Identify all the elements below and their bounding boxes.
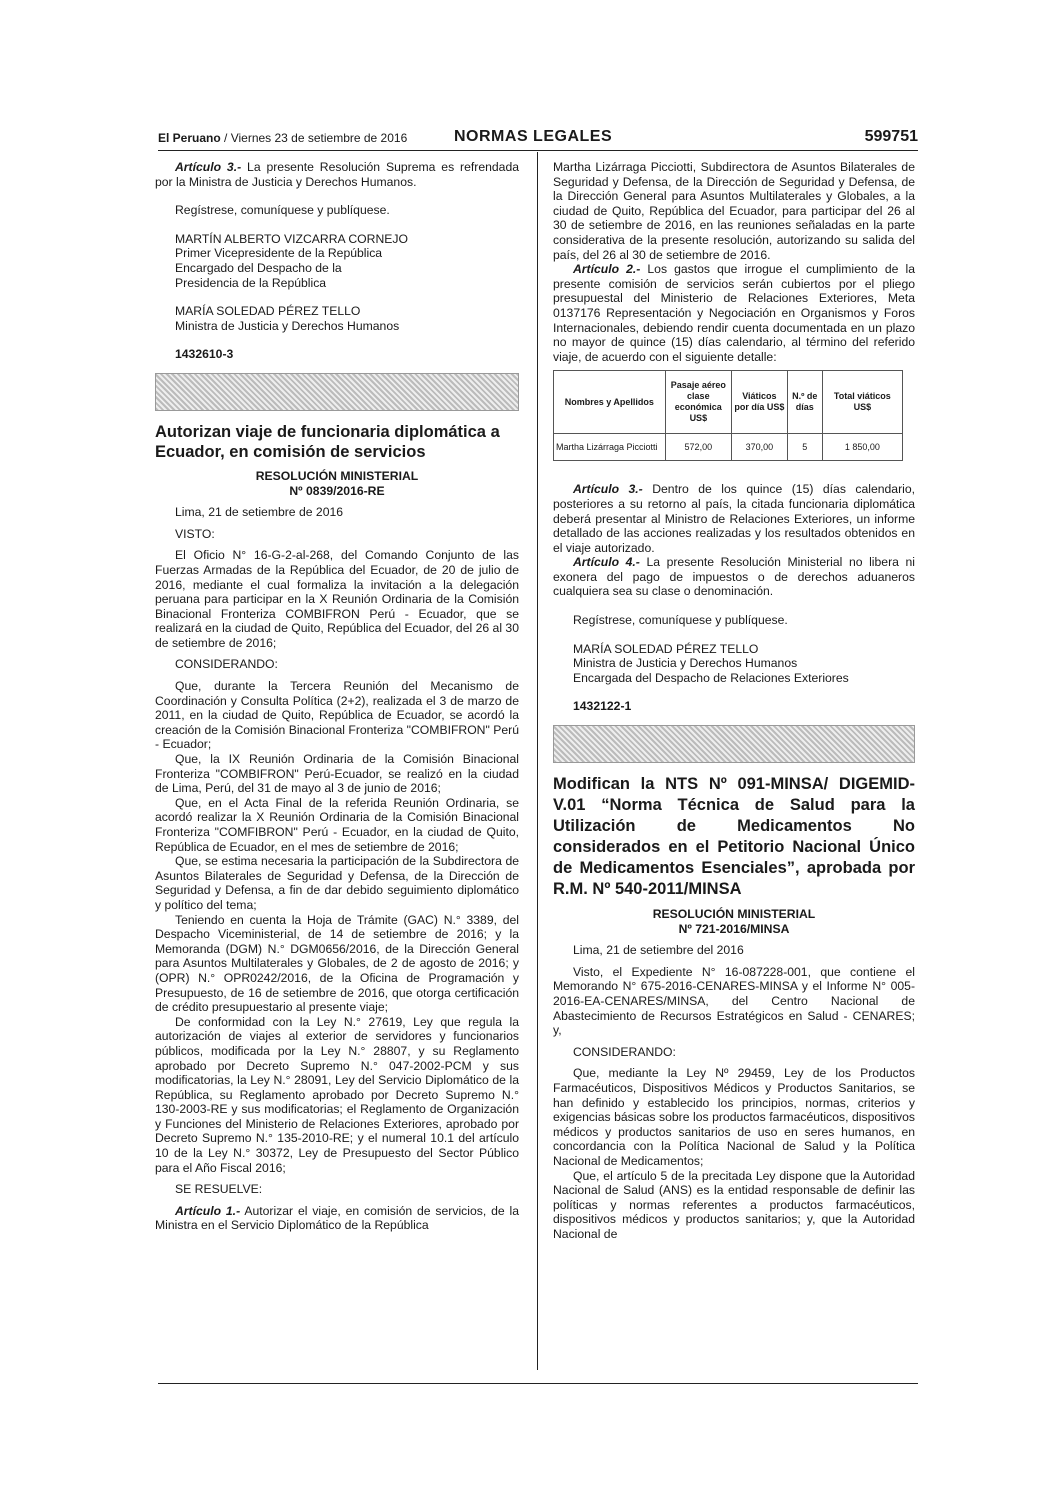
considerando-heading-right: CONSIDERANDO: bbox=[573, 1044, 676, 1059]
table-cell: 370,00 bbox=[731, 434, 787, 461]
paragraph-consider-2: Que, la IX Reunión Ordinaria de la Comisión Binacional Fronteriza "COMBIFRON" Perú-Ecuador, se realizó en la ciudad de Lima, Perú, del 31 de mayo al 3 de junio de 2016; bbox=[155, 752, 519, 796]
table-cell: Martha Lizárraga Picciotti bbox=[554, 434, 666, 461]
table-row bbox=[554, 434, 903, 461]
column-divider bbox=[537, 152, 538, 1370]
section-banner-image bbox=[155, 373, 519, 411]
right-column bbox=[553, 160, 915, 1242]
resolution-date-left: Lima, 21 de setiembre de 2016 bbox=[175, 505, 344, 520]
table-cell: 1 850,00 bbox=[822, 434, 902, 461]
section-title: NORMAS LEGALES bbox=[454, 128, 613, 145]
article-3-left: Artículo 3.- La presente Resolución Suprema es refrendada por la Ministra de Justicia y Derechos Humanos. bbox=[155, 160, 519, 189]
paragraph-consider-3: Que, en el Acta Final de la referida Reunión Ordinaria, se acordó realizar la X Reunión Ordinaria de la Comisión Binacional Fronteriza "COMFIBRON" Perú - Ecuador, en la ciudad de Quito, República de Ecuador, en el mes de setiembre de 2016; bbox=[155, 795, 519, 854]
signatory-3-title-1: Ministra de Justicia y Derechos Humanos bbox=[573, 656, 798, 671]
document-code-left: 1432610-3 bbox=[175, 347, 234, 362]
headline-left: Autorizan viaje de funcionaria diplomática a Ecuador, en comisión de servicios bbox=[155, 422, 500, 461]
signatory-2-title: Ministra de Justicia y Derechos Humanos bbox=[175, 318, 400, 333]
page-header bbox=[158, 129, 918, 149]
paragraph-articulo-5: Que, el artículo 5 de la precitada Ley dispone que la Autoridad Nacional de Salud (ANS) es la entidad responsable de definir las políticas y normas referentes a productos farmacéuticos, dispositivos médicos y productos sanitarios; y, que la Autoridad Nacional de bbox=[553, 1168, 915, 1241]
signatory-1-name: MARTÍN ALBERTO VIZCARRA CORNEJO bbox=[175, 231, 408, 246]
resolution-title-right: RESOLUCIÓN MINISTERIAL bbox=[652, 907, 816, 922]
article-1-continuation: Martha Lizárraga Picciotti, Subdirectora de Asuntos Bilaterales de Seguridad y Defensa, de la Dirección de Seguridad y Defensa, de la Dirección General para Asuntos Multilaterales y Globales, a la ciudad de Quito, República del Ecuador, para participar del 26 al 30 de setiembre de 2016, en las reuniones señaladas en la parte considerativa de la presente resolución, autorizando su salida del país, del 26 al 30 de setiembre de 2016. bbox=[553, 160, 915, 262]
considerando-heading-left: CONSIDERANDO: bbox=[175, 657, 278, 672]
left-column bbox=[155, 160, 519, 1233]
page-number: 599751 bbox=[864, 128, 918, 145]
header-divider bbox=[158, 150, 918, 151]
resolution-number-right: Nº 721-2016/MINSA bbox=[678, 921, 790, 936]
table-cell: 5 bbox=[787, 434, 822, 461]
registrese-left: Regístrese, comuníquese y publíquese. bbox=[175, 203, 390, 218]
table-header-cell: N.º de días bbox=[787, 371, 822, 434]
paragraph-consider-6: De conformidad con la Ley N.° 27619, Ley que regula la autorización de viajes al exterior de servidores y funcionarios públicos, modificada por la Ley N.° 28807, y su Reglamento aprobado por Decreto Supremo N.° 047-2002-PCM y sus modificatorias, la Ley N.° 28091, Ley del Servicio Diplomático de la República, su Reglamento aprobado por Decreto Supremo N.° 130-2003-RE y sus modificatorias; el Reglamento de Organización y Funciones del Ministerio de Relaciones Exteriores, aprobado por Decreto Supremo N.° 135-2010-RE; y el numeral 10.1 del artículo 10 de la Ley N.° 30372, Ley de Presupuesto del Sector Público para el Año Fiscal 2016; bbox=[155, 1014, 519, 1175]
signatory-3-title-2: Encargada del Despacho de Relaciones Exteriores bbox=[573, 670, 849, 685]
expenses-table bbox=[553, 370, 903, 461]
table-header-row bbox=[554, 371, 903, 434]
paragraph-ley-29459: Que, mediante la Ley Nº 29459, Ley de los Productos Farmacéuticos, Dispositivos Médicos y Productos Sanitarios, se han definido y establecido los principios, normas, criterios y exigencias básicas sobre los productos farmacéuticos, dispositivos médicos y productos sanitarios de uso en seres humanos, en concordancia con la Política Nacional de Salud y la Política Nacional de Medicamentos; bbox=[553, 1066, 915, 1168]
paragraph-consider-5: Teniendo en cuenta la Hoja de Trámite (GAC) N.° 3389, del Despacho Viceministerial, de 14 de setiembre de 2016; y la Memoranda (DGM) N.° DGM0656/2016, de la Dirección General para Asuntos Multilaterales y Globales, de 2 de agosto de 2016; y (OPR) N.° OPR0242/2016, de la Oficina de Programación y Presupuesto, de 16 de setiembre de 2016, que otorga certificación de crédito presupuestario al presente viaje; bbox=[155, 912, 519, 1015]
se-resuelve-heading: SE RESUELVE: bbox=[175, 1182, 263, 1197]
visto-heading: VISTO: bbox=[175, 526, 215, 541]
signatory-1-title-3: Presidencia de la República bbox=[175, 275, 327, 290]
paragraph-consider-1: Que, durante la Tercera Reunión del Mecanismo de Coordinación y Consulta Política (2+2), realizada el 3 de marzo de 2011, en la ciudad de Quito, República de Ecuador, se acordó la creación de la Comisión Binacional Fronteriza "COMBIFRON" Perú - Ecuador; bbox=[155, 679, 519, 752]
table-header-cell: Nombres y Apellidos bbox=[554, 371, 666, 434]
table-header-cell: Viáticos por día US$ bbox=[731, 371, 787, 434]
headline-right: Modifican la NTS Nº 091-MINSA/ DIGEMID-V.01 “Norma Técnica de Salud para la Utilización de Medicamentos No considerados en el Petitorio Nacional Único de Medicamentos Esenciales”, aprobada por R.M. Nº 540-2011/MINSA bbox=[553, 775, 915, 899]
footer-divider bbox=[158, 1383, 918, 1384]
signatory-2-name: MARÍA SOLEDAD PÉREZ TELLO bbox=[175, 304, 361, 319]
article-4: Artículo 4.- La presente Resolución Ministerial no libera ni exonera del pago de impuestos o de derechos aduaneros cualquiera sea su clase o denominación. bbox=[553, 555, 915, 599]
article-1: Artículo 1.- Autorizar el viaje, en comisión de servicios, de la Ministra en el Servicio Diplomático de la República bbox=[155, 1203, 519, 1233]
resolution-title-left: RESOLUCIÓN MINISTERIAL bbox=[255, 468, 419, 483]
paragraph-consider-4: Que, se estima necesaria la participación de la Subdirectora de Asuntos Bilaterales de Seguridad y Defensa, de la Dirección de Seguridad y Defensa, a fin de dar debido seguimiento diplomático y político del tema; bbox=[155, 854, 519, 912]
article-2: Artículo 2.- Los gastos que irrogue el cumplimiento de la presente comisión de servicios serán cubiertos por el pliego presupuestal del Ministerio de Relaciones Exteriores, Meta 0137176 Representación y Negociación en Organismos y Foros Internacionales, debiendo rendir cuenta documentada en un plazo no mayor de quince (15) días calendario, al término del referido viaje, de acuerdo con el siguiente detalle: bbox=[553, 262, 916, 364]
signatory-1-title-2: Encargado del Despacho de la bbox=[175, 260, 342, 275]
registrese-right: Regístrese, comuníquese y publíquese. bbox=[573, 613, 788, 628]
paragraph-oficio: El Oficio N° 16-G-2-al-268, del Comando Conjunto de las Fuerzas Armadas de la República del Ecuador, de 20 de julio de 2016, mediante el cual formaliza la invitación a la delegación peruana para participar en la X Reunión Ordinaria de la Comisión Binacional Fronteriza COMBIFRON Perú - Ecuador, que se realizará en la ciudad de Quito, República del Ecuador, del 26 al 30 de setiembre de 2016; bbox=[155, 548, 519, 650]
signatory-1-title-1: Primer Vicepresidente de la República bbox=[175, 246, 383, 261]
signatory-3-name: MARÍA SOLEDAD PÉREZ TELLO bbox=[573, 641, 759, 656]
resolution-number-left: Nº 0839/2016-RE bbox=[289, 483, 385, 498]
newspaper-logo: El Peruano / Viernes 23 de setiembre de 2016 bbox=[158, 131, 408, 145]
document-code-right: 1432122-1 bbox=[573, 699, 632, 714]
table-cell: 572,00 bbox=[665, 434, 731, 461]
article-3-right: Artículo 3.- Dentro de los quince (15) días calendario, posteriores a su retorno al país, la citada funcionaria diplomática deberá presentar al Ministro de Relaciones Exteriores, un informe detallado de las acciones realizadas y los resultados obtenidos en el viaje autorizado. bbox=[553, 482, 916, 555]
table-header-cell: Pasaje aéreo clase económica US$ bbox=[665, 371, 731, 434]
section-banner-image-2 bbox=[553, 725, 915, 763]
resolution-date-right: Lima, 21 de setiembre del 2016 bbox=[573, 943, 744, 958]
table-header-cell: Total viáticos US$ bbox=[822, 371, 902, 434]
visto-paragraph-right: Visto, el Expediente N° 16-087228-001, que contiene el Memorando N° 675-2016-CENARES-MINSA y el Informe N° 005-2016-EA-CENARES/MINSA, del Centro Nacional de Abastecimiento de Recursos Estratégicos en Salud - CENARES; y, bbox=[553, 964, 915, 1038]
